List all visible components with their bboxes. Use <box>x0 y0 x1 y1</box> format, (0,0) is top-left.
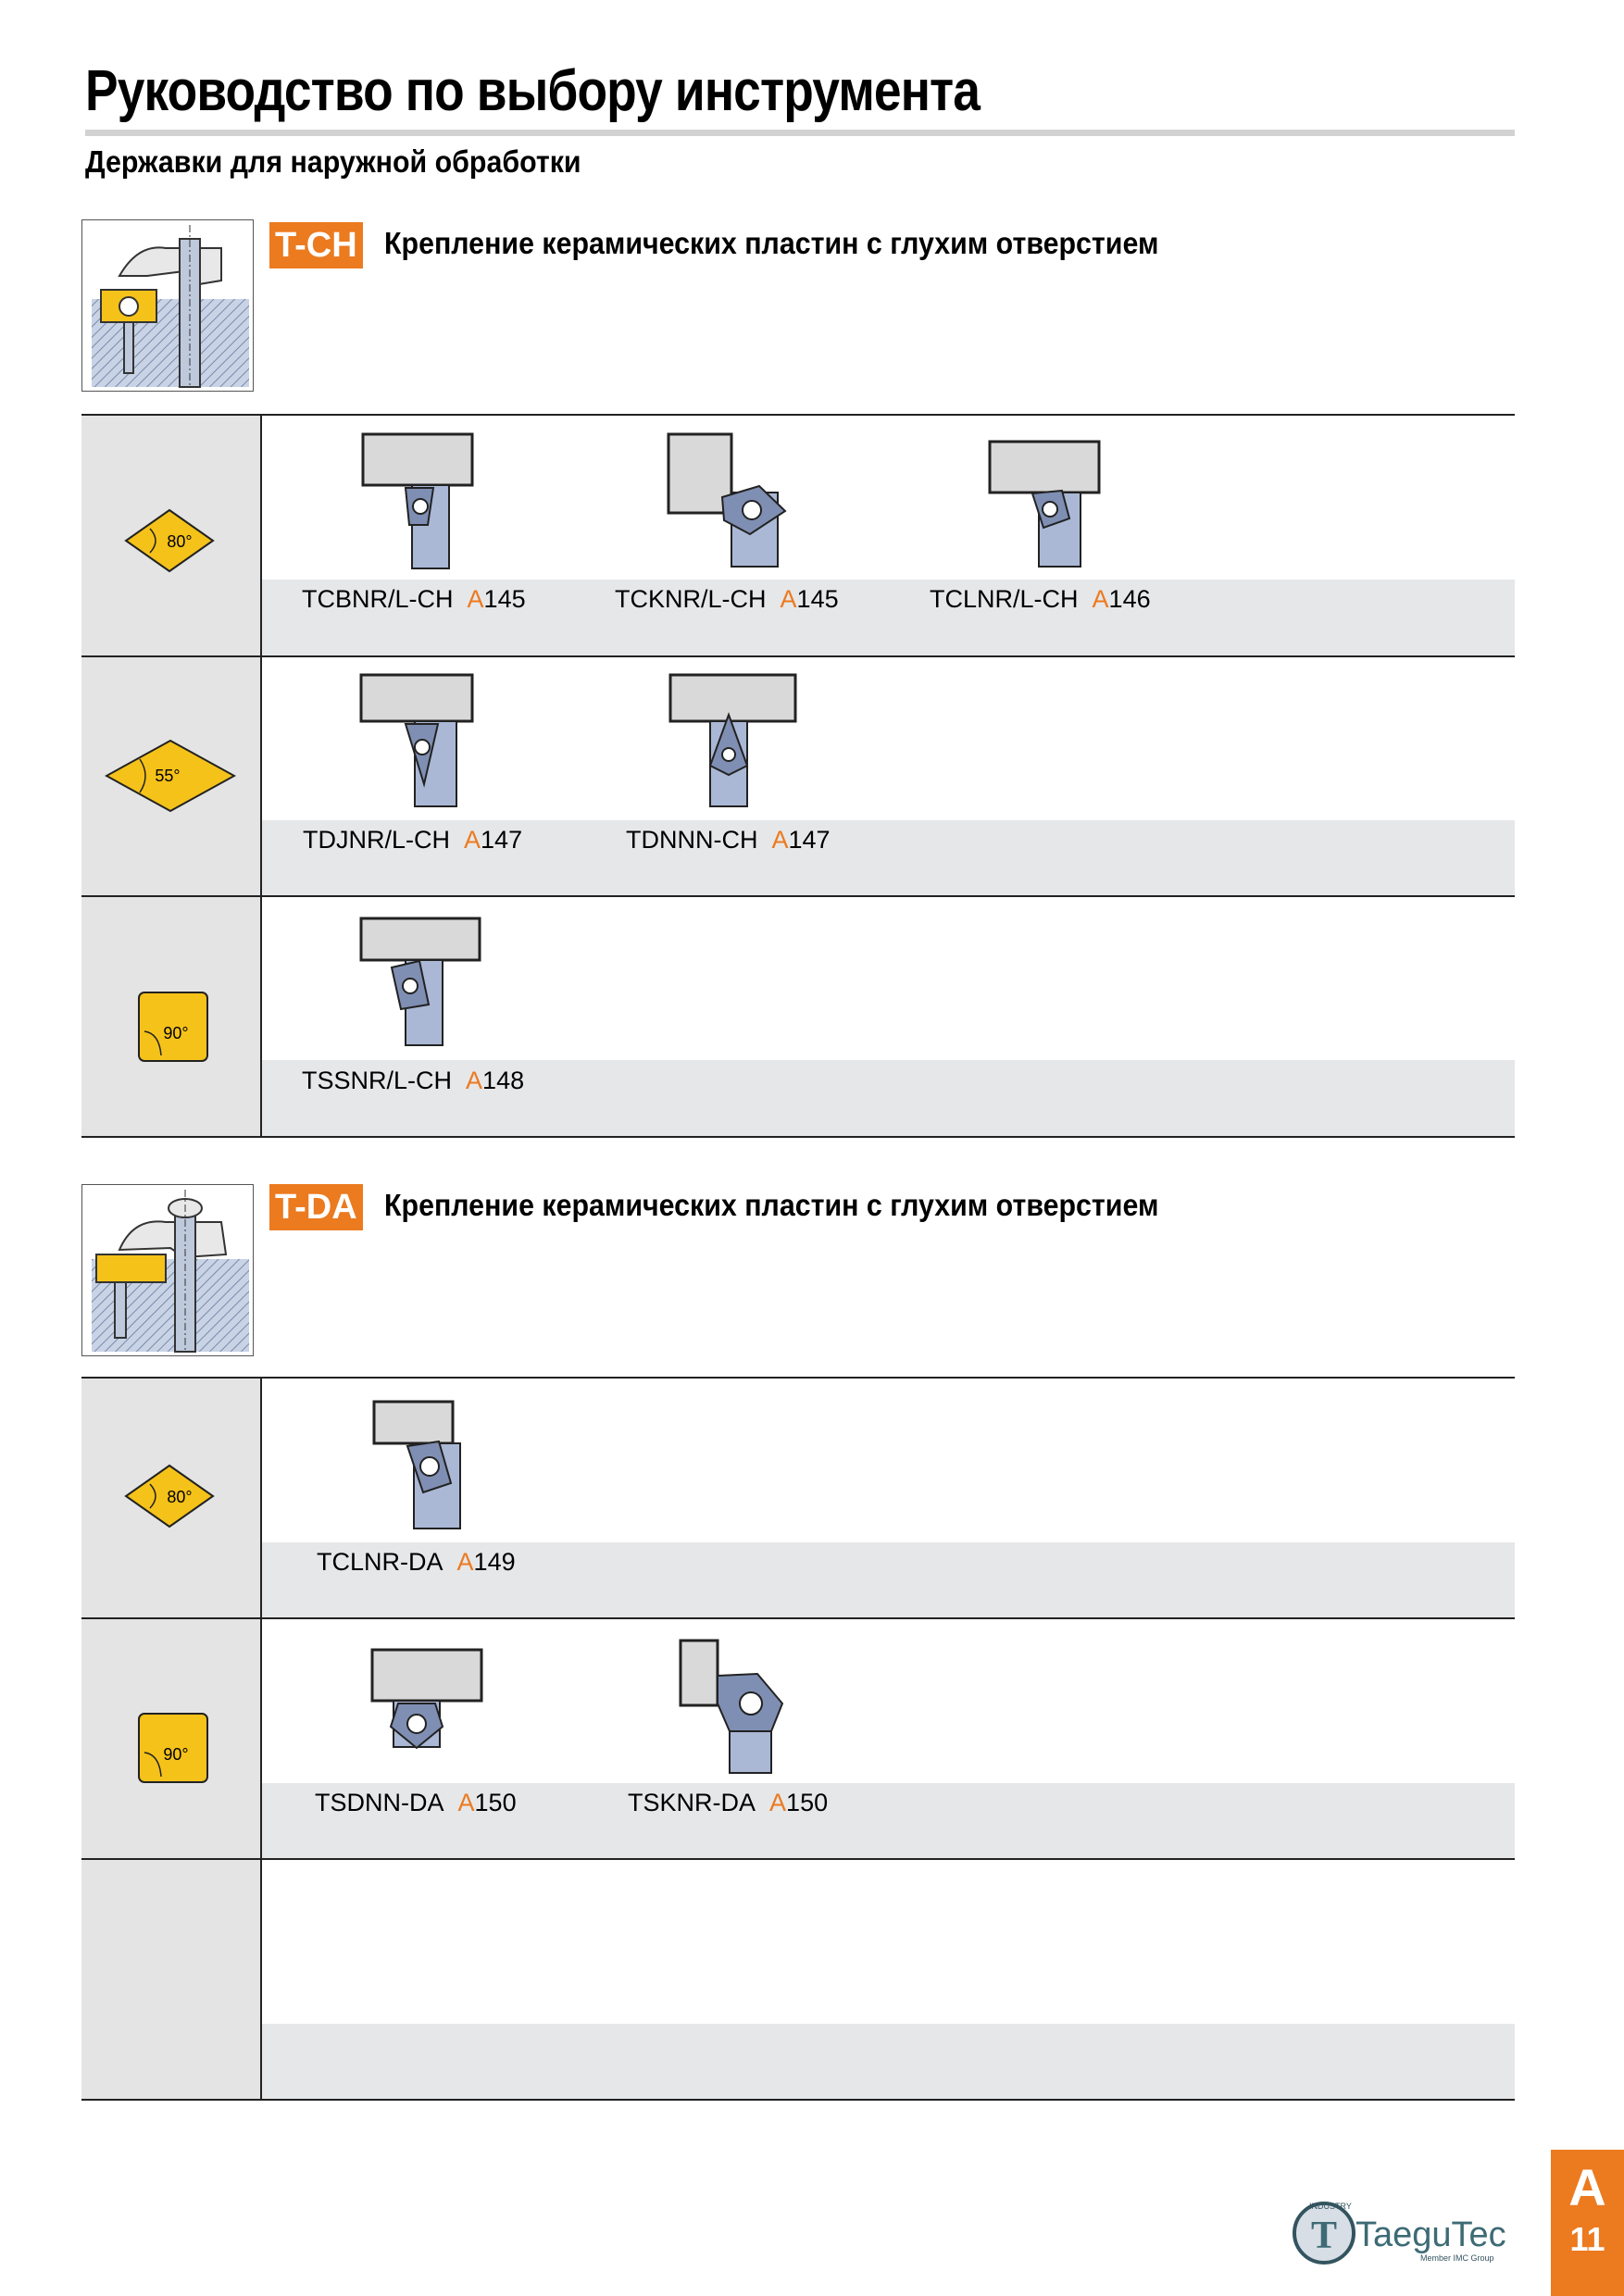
page-ref-prefix: A <box>467 585 484 613</box>
table-rule <box>81 895 1515 897</box>
table-divider <box>260 416 262 1136</box>
tool-label[interactable] <box>302 585 526 614</box>
page-ref-number: 148 <box>482 1067 525 1094</box>
logo-text: TaeguTec <box>1355 2215 1506 2254</box>
page-section-letter: A <box>1568 2158 1606 2216</box>
page-ref-prefix: A <box>780 585 797 613</box>
page-ref-number: 145 <box>796 585 839 613</box>
tool-label[interactable] <box>302 1067 524 1095</box>
page-ref-number: 150 <box>474 1789 517 1816</box>
tool-image-tsknr <box>679 1639 790 1782</box>
page-ref-prefix: A <box>769 1789 787 1816</box>
tool-image-tsdnn <box>370 1648 486 1773</box>
tool-label[interactable] <box>930 585 1151 614</box>
table-rule <box>81 2099 1515 2101</box>
tool-code: TCLNR-DA <box>317 1548 443 1576</box>
tool-code: TCLNR/L-CH <box>930 585 1079 613</box>
insert-angle: 90° <box>163 1024 189 1042</box>
label-band <box>262 2024 1515 2099</box>
insert-angle: 80° <box>167 1488 193 1506</box>
page-ref-prefix: A <box>771 826 789 854</box>
tool-image-tclnr-da <box>372 1400 474 1539</box>
tool-label[interactable] <box>315 1789 517 1817</box>
clamping-diagram-tch <box>81 219 254 392</box>
page-ref-prefix: A <box>1092 585 1109 613</box>
insert-angle: 55° <box>155 767 181 785</box>
insert-55-diamond-icon <box>105 739 236 817</box>
tool-image-tclnr-ch <box>988 440 1104 574</box>
taegutec-logo <box>1289 2194 1520 2268</box>
tool-code: TCBNR/L-CH <box>302 585 454 613</box>
page-number: 11 <box>1569 2220 1605 2258</box>
insert-angle: 90° <box>163 1745 189 1764</box>
tool-label[interactable] <box>615 585 839 614</box>
table-rule <box>81 1377 1515 1379</box>
table-rule <box>81 1617 1515 1619</box>
tool-image-tcbnr <box>361 432 481 576</box>
table-rule <box>81 1136 1515 1138</box>
title-rule <box>85 130 1515 136</box>
tool-label[interactable] <box>626 826 831 855</box>
tool-label[interactable] <box>317 1548 516 1577</box>
insert-90-square-icon <box>137 1712 209 1789</box>
insert-80-diamond-icon <box>124 508 215 578</box>
insert-shape-cell <box>81 1860 260 2099</box>
page-subtitle: Державки для наружной обработки <box>85 144 581 179</box>
table-divider <box>260 1379 262 2099</box>
logo-mark: T <box>1310 2215 1338 2257</box>
tool-label[interactable] <box>628 1789 828 1817</box>
table-rule <box>81 1858 1515 1860</box>
table-rule <box>81 655 1515 657</box>
insert-angle: 80° <box>167 532 193 551</box>
table-rule <box>81 414 1515 416</box>
page-ref-prefix: A <box>456 1548 474 1576</box>
logo-tagline: Member IMC Group <box>1420 2253 1494 2263</box>
clamping-diagram-tda <box>81 1184 254 1356</box>
tool-code: TCKNR/L-CH <box>615 585 767 613</box>
page-ref-number: 149 <box>473 1548 516 1576</box>
page-ref-number: 150 <box>786 1789 829 1816</box>
section-title-tch: Крепление керамических пластин с глухим отверстием <box>384 226 1159 260</box>
logo-arc-text: INDUSTRY <box>1309 2202 1352 2211</box>
page-title: Руководство по выбору инструмента <box>85 59 981 123</box>
tool-code: TSSNR/L-CH <box>302 1067 453 1094</box>
tool-image-tdjnr <box>359 673 480 817</box>
page-ref-number: 145 <box>483 585 526 613</box>
tool-image-tcknr <box>667 432 796 576</box>
page-ref-number: 146 <box>1108 585 1151 613</box>
tool-code: TSKNR-DA <box>628 1789 756 1816</box>
page-ref-prefix: A <box>466 1067 483 1094</box>
tool-code: TDNNN-CH <box>626 826 758 854</box>
page-ref-prefix: A <box>457 1789 475 1816</box>
section-title-tda: Крепление керамических пластин с глухим отверстием <box>384 1188 1159 1222</box>
page-ref-prefix: A <box>464 826 481 854</box>
section-badge-tda: T-DA <box>269 1184 363 1230</box>
insert-80-diamond-icon <box>124 1464 215 1533</box>
tool-image-tdnnn <box>668 673 798 817</box>
tool-code: TSDNN-DA <box>315 1789 444 1816</box>
insert-90-square-icon <box>137 991 209 1067</box>
page-ref-number: 147 <box>788 826 831 854</box>
tool-label[interactable] <box>303 826 522 855</box>
tool-image-tssnr <box>359 917 484 1055</box>
tool-code: TDJNR/L-CH <box>303 826 450 854</box>
section-badge-tch: T-CH <box>269 222 363 268</box>
page-ref-number: 147 <box>481 826 523 854</box>
